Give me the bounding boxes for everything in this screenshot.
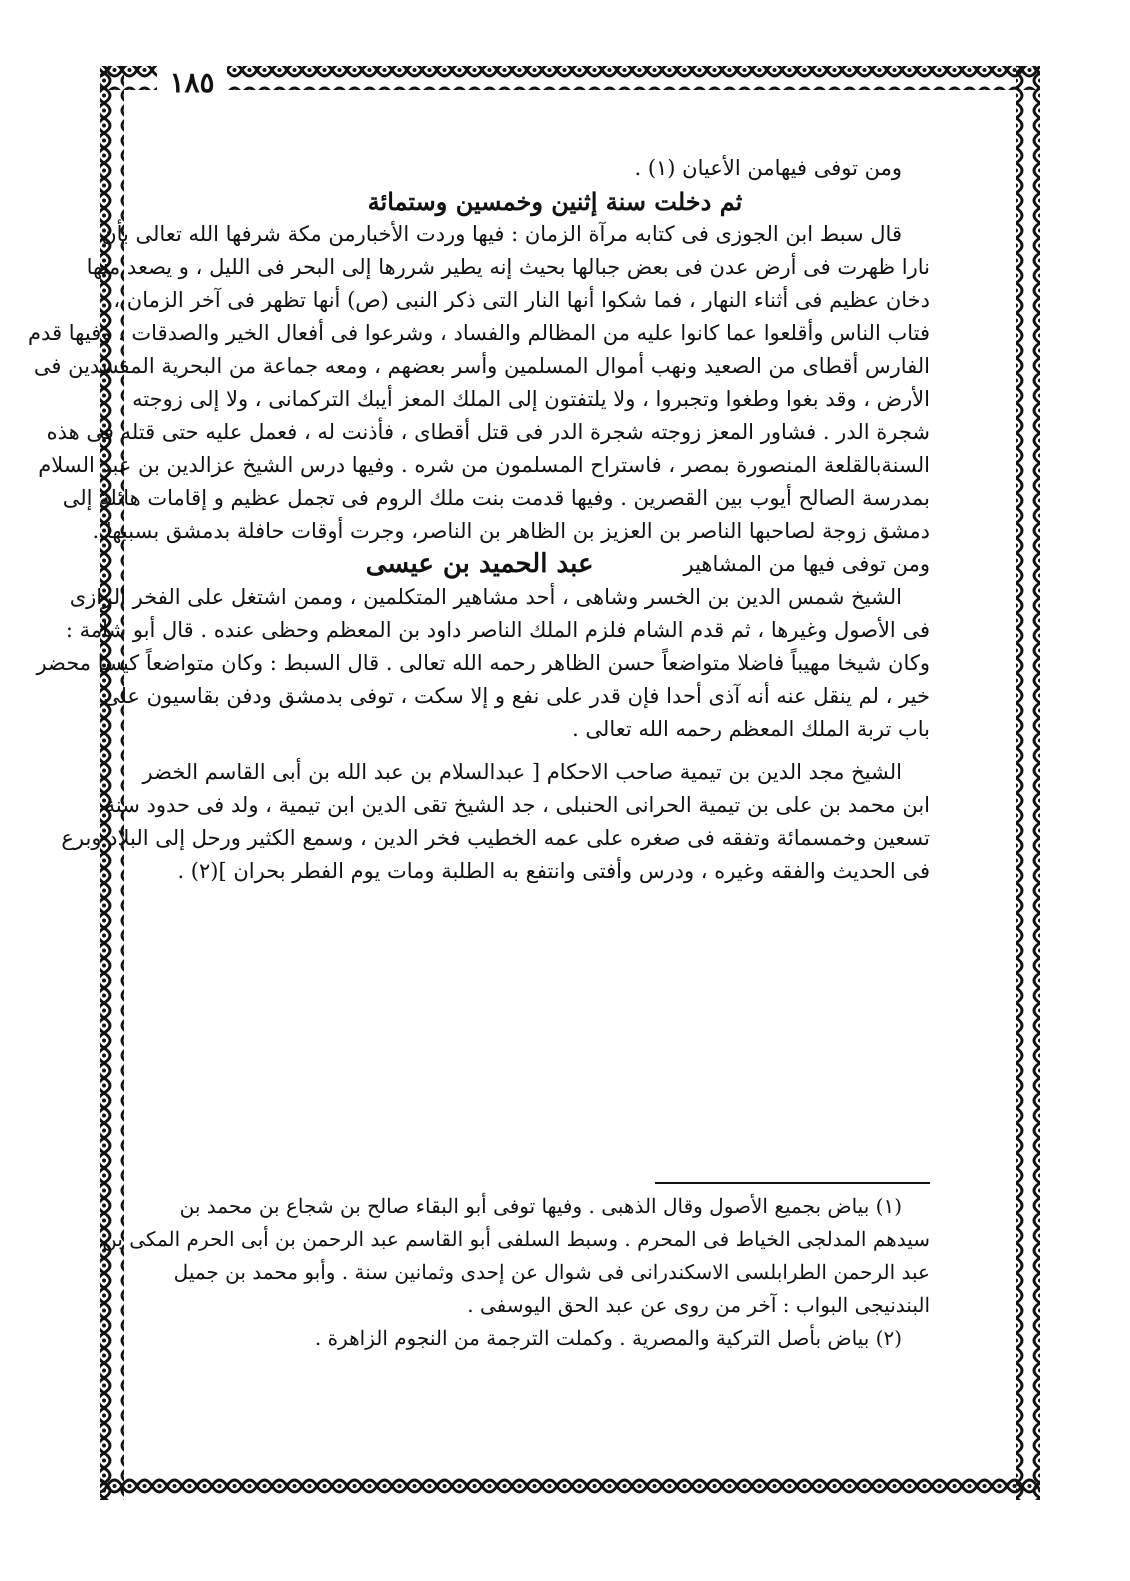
text-line: ابن محمد بن على بن تيمية الحرانى الحنبلى ، جد الشيخ تقى الدين ابن تيمية ، ولد فى حدود سنة	[104, 793, 930, 817]
text-line: شجرة الدر . فشاور المعز زوجته شجرة الدر فى قتل أقطاى ، فأذنت له ، فعمل عليه حتى قتله فى هذه	[46, 420, 930, 444]
footnote-line: البندنيجى البواب : آخر من روى عن عبد الحق اليوسفى .	[467, 1293, 930, 1317]
year-heading: ثم دخلت سنة إثنين وخمسين وستمائة	[367, 187, 743, 216]
footnotes	[102, 1190, 930, 1355]
text-line: خير ، لم ينقل عنه أنه آذى أحدا فإن قدر على نفع و إلا سكت ، توفى بدمشق ودفن بقاسيون على	[102, 684, 930, 708]
notables-row	[180, 548, 930, 581]
text-line: بمدرسة الصالح أيوب بين القصرين . وفيها قدمت بنت ملك الروم فى تجمل عظيم و إقامات هائلة إلى	[62, 486, 930, 510]
text-line: فتاب الناس وأقلعوا عما كانوا عليه من المظالم والفساد ، وشرعوا فى أفعال الخير والصدقات . وفيها قدم	[28, 321, 930, 345]
text-line: الأرض ، وقد بغوا وطغوا وتجبروا ، ولا يلتفتون إلى الملك المعز أيبك التركمانى ، ولا إلى زوجته	[132, 387, 930, 411]
notables-label: ومن توفى فيها من المشاهير	[683, 552, 930, 576]
text-line: قال سبط ابن الجوزى فى كتابه مرآة الزمان : فيها وردت الأخبارمن مكة شرفها الله تعالى بأن	[101, 222, 902, 246]
text-line: الفارس أقطاى من الصعيد ونهب أموال المسلمين وأسر بعضهم ، ومعه جماعة من البحرية المفسدين فى	[33, 354, 930, 378]
intro-line: ومن توفى فيهامن الأعيان (١) .	[634, 156, 902, 180]
text-line: نارا ظهرت فى أرض عدن فى بعض جبالها بحيث إنه يطير شررها إلى البحر فى الليل ، و يصعد منها	[86, 255, 930, 279]
text-line: تسعين وخمسمائة وتفقه فى صغره على عمه الخطيب فخر الدين ، وسمع الكثير ورحل إلى البلاد وبرع	[61, 826, 930, 850]
text-line: فى الأصول وغيرها ، ثم قدم الشام فلزم الملك الناصر داود بن المعظم وحظى عنده . قال أبو شامة :	[65, 618, 930, 642]
paragraph-biography-2	[61, 756, 930, 888]
text-line: وكان شيخا مهيباً فاضلا متواضعاً حسن الظاهر رحمه الله تعالى . قال السبط : وكان متواضعاً كيسا محضر	[36, 651, 930, 675]
footnote-1	[102, 1190, 930, 1322]
text-line: دخان عظيم فى أثناء النهار ، فما شكوا أنها النار التى ذكر النبى (ص) أنها تظهر فى آخر الزمان ،	[113, 288, 930, 312]
footnote-separator	[655, 1182, 930, 1184]
footnote-line: سيدهم المدلجى الخياط فى المحرم . وسبط السلفى أبو القاسم عبد الرحمن بن أبى الحرم المكى بن	[102, 1227, 930, 1251]
text-line: باب تربة الملك المعظم رحمه الله تعالى .	[572, 717, 930, 741]
paragraph-biography-1	[36, 581, 930, 746]
page-body	[28, 152, 930, 888]
text-line: السنةبالقلعة المنصورة بمصر ، فاستراح المسلمون من شره . وفيها درس الشيخ عزالدين بن عبد السلام	[38, 453, 930, 477]
text-line: فى الحديث والفقه وغيره ، ودرس وأفتى وانتفع به الطلبة ومات يوم الفطر بحران ](٢) .	[177, 859, 930, 883]
footnote-line: (١) بياض بجميع الأصول وقال الذهبى . وفيها توفى أبو البقاء صالح بن شجاع بن محمد بن	[179, 1194, 902, 1218]
paragraph-year-events	[28, 218, 930, 548]
text-line: دمشق زوجة لصاحبها الناصر بن العزيز بن الظاهر بن الناصر، وجرت أوقات حافلة بدمشق بسببها .	[92, 519, 930, 543]
page-number: ١٨٥	[157, 66, 227, 99]
notable-name: عبد الحميد بن عيسى	[365, 549, 594, 579]
footnote-2: (٢) بياض بأصل التركية والمصرية . وكملت الترجمة من النجوم الزاهرة .	[314, 1326, 902, 1350]
text-line: الشيخ مجد الدين بن تيمية صاحب الاحكام [ عبدالسلام بن عبد الله بن أبى القاسم الخضر	[142, 760, 902, 784]
text-line: الشيخ شمس الدين بن الخسر وشاهى ، أحد مشاهير المتكلمين ، وممن اشتغل على الفخر الرازى	[69, 585, 902, 609]
footnote-line: عبد الرحمن الطرابلسى الاسكندرانى فى شوال عن إحدى وثمانين سنة . وأبو محمد بن جميل	[173, 1260, 930, 1284]
